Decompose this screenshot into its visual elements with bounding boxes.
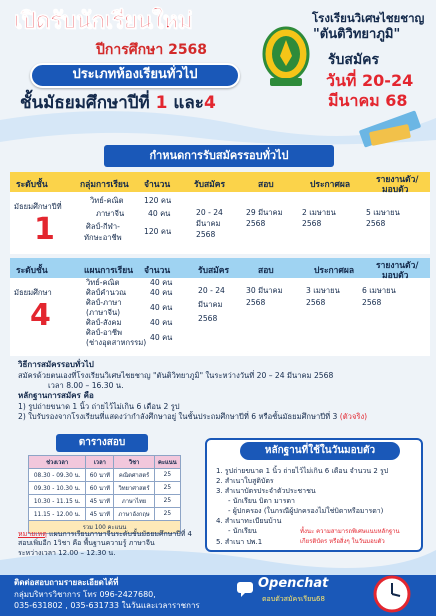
chat-icon: [236, 580, 254, 598]
level-number: 4: [30, 298, 51, 333]
plan-item: ศิลป์-อาชีพ: [86, 328, 123, 337]
apply-date: วันที่ 20-24: [326, 71, 414, 90]
subject-cell: วิทยาศาสตร์: [114, 482, 154, 495]
documents-note: เกียรติบัตร หรือสิ่งๆ ในวันมอบตัว: [300, 538, 385, 545]
document-item: 1. รูปถ่ายขนาด 1 นิ้ว ถ่ายไว้ไม่เกิน 6 เดือน จำนวน 2 รูป: [216, 467, 389, 475]
apply-label: รับสมัคร: [328, 52, 380, 68]
evidence-item: [18, 412, 428, 422]
announce-date-cell: 2568: [306, 298, 326, 307]
grade-heading: [20, 94, 216, 114]
document-item: 4. สำเนาทะเบียนบ้าน: [216, 517, 282, 525]
col-report: รายงานตัว/: [376, 175, 419, 185]
remark: [18, 530, 208, 558]
announce-date-cell: 2 เมษายน: [302, 208, 336, 217]
count-item: 40 คน: [150, 303, 173, 312]
evidence-item: 1) รูปถ่ายขนาด 1 นิ้ว ถ่ายไว้ไม่เกิน 6 เดือน 2 รูป: [18, 402, 180, 412]
apply-method: [18, 360, 428, 423]
col-duration: เวลา: [86, 456, 114, 469]
m1-table: [10, 172, 430, 254]
openchat-name[interactable]: ตอบตัวสมัครเรียน68: [262, 595, 325, 603]
remark-text: ระหว่างเวลา 12.00 – 12.30 น.: [18, 548, 116, 557]
group-item: ภาษาจีน: [96, 209, 125, 218]
exam-date-cell: 2568: [246, 219, 266, 228]
schedule-section-title: กำหนดการรับสมัครรอบทั่วไป: [104, 145, 334, 167]
count-item: 40 คน: [148, 209, 171, 218]
school-logo: [262, 26, 310, 90]
page-title: เปิดรับนักเรียนใหม่: [14, 8, 192, 34]
col-apply: รับสมัคร: [198, 266, 230, 276]
plan-item: (ภาษาจีน): [86, 308, 121, 317]
subject-cell: คณิตศาสตร์: [114, 469, 154, 482]
remark-label: หมายเหตุ: [18, 530, 47, 538]
col-period: ช่วงเวลา: [29, 456, 86, 469]
col-announce: ประกาศผล: [310, 180, 351, 190]
apply-date-cell: 2568: [196, 230, 216, 239]
documents-title: หลักฐานที่ใช้ในวันมอบตัว: [240, 442, 400, 460]
col-apply: รับสมัคร: [194, 180, 226, 190]
col-count: จำนวน: [144, 266, 171, 276]
col-report-2: มอบตัว: [382, 185, 409, 195]
grade-1: 1: [155, 93, 168, 113]
table-row: [29, 469, 181, 482]
document-item: 3. สำเนาบัตรประจำตัวประชาชน: [216, 487, 316, 495]
table-row: [29, 482, 181, 495]
col-exam: สอบ: [258, 266, 274, 276]
level-label: มัธยมศึกษาปีที่: [14, 202, 62, 211]
apply-method-title: วิธีการสมัครรอบทั่วไป: [18, 360, 94, 369]
period-cell: 11.15 - 12.00 น.: [29, 508, 86, 521]
exam-date-cell: 30 มีนาคม: [246, 286, 283, 295]
duration-cell: 45 นาที: [86, 508, 114, 521]
score-cell: 25: [154, 508, 180, 521]
count-item: 40 คน: [150, 318, 173, 327]
evidence-title: หลักฐานการสมัคร คือ: [18, 391, 94, 401]
col-count: จำนวน: [144, 180, 171, 190]
apply-method-line: สมัครด้วยตนเองที่โรงเรียนวิเศษไชยชาญ "ตันติวิทยาภูมิ" ในระหว่างวันที่ 20 – 24 มีนาคม 2568: [18, 370, 334, 380]
exam-date-cell: 2568: [246, 298, 266, 307]
plan-item: ศิลป์คำนวณ: [86, 288, 127, 297]
contact-title: ติดต่อสอบถามรายละเอียดได้ที่: [14, 578, 119, 587]
col-report: รายงานตัว/: [376, 261, 419, 271]
document-item: - ผู้ปกครอง (ในกรณีผู้ปกครองไม่ใช่บิดาหรือมารดา): [228, 507, 384, 515]
clock-icon: [372, 574, 412, 614]
count-item: 120 คน: [144, 227, 172, 236]
duration-cell: 45 นาที: [86, 495, 114, 508]
col-level: ระดับชั้น: [16, 266, 48, 276]
report-date-cell: 5 เมษายน: [366, 208, 400, 217]
col-subject: วิชา: [114, 456, 154, 469]
subject-cell: ภาษาอังกฤษ: [114, 508, 154, 521]
subject-cell: ภาษาไทย: [114, 495, 154, 508]
grade-prefix: ชั้นมัธยมศึกษาปีที่: [20, 93, 156, 113]
evidence-item-text: 2) ใบรับรองจากโรงเรียนที่แสดงว่ากำลังศึกษาอยู่ ในชั้นประถมศึกษาปีที่ 6 หรือชั้นมัธยมศึกษาปีที่ 3: [18, 412, 340, 422]
col-plan: แผนการเรียน: [84, 266, 134, 276]
apply-method-time: เวลา 8.00 – 16.30 น.: [48, 381, 124, 391]
col-announce: ประกาศผล: [314, 266, 355, 276]
group-item: ศิลป์-กีฬา-: [86, 222, 120, 231]
col-score: คะแนน: [154, 456, 180, 469]
group-item: วิทย์-คณิต: [90, 196, 124, 205]
m4-table: [10, 258, 430, 356]
group-item: ทักษะอาชีพ: [84, 233, 122, 242]
count-item: 40 คน: [150, 278, 173, 287]
remark-text: แผนการเรียนภาษาจีนระดับชั้นมัธยมศึกษาปีที่ 4: [46, 530, 193, 538]
plan-item: (ช่างอุตสาหกรรม): [86, 338, 147, 347]
document-item: - นักเรียน: [228, 527, 257, 535]
count-item: 40 คน: [150, 333, 173, 342]
contact-phone: กลุ่มบริหารวิชาการ โทร 096-2427680,: [14, 590, 156, 599]
plan-item: ศิลป์-สังคม: [86, 318, 122, 327]
score-cell: 25: [154, 469, 180, 482]
document-item: 5. สำเนา ปพ.1: [216, 538, 263, 546]
apply-month: มีนาคม 68: [328, 91, 408, 110]
score-cell: 25: [154, 482, 180, 495]
apply-date-cell: 2568: [198, 314, 218, 323]
table-header: [10, 172, 430, 195]
period-cell: 08.30 - 09.30 น.: [29, 469, 86, 482]
total-cell: รวม 100 คะแนน: [29, 521, 181, 534]
apply-date-cell: มีนาคม: [198, 300, 223, 309]
grade-4: 4: [203, 93, 216, 113]
plan-item: ศิลป์-ภาษา: [86, 298, 122, 307]
count-item: 120 คน: [144, 196, 172, 205]
period-cell: 09.30 - 10.30 น.: [29, 482, 86, 495]
exam-date-cell: 29 มีนาคม: [246, 208, 283, 217]
exam-schedule-table: [28, 455, 181, 534]
apply-date-cell: มีนาคม: [196, 219, 221, 228]
apply-date-cell: 20 - 24: [196, 208, 223, 217]
announce-date-cell: 3 เมษายน: [306, 286, 340, 295]
score-cell: 25: [154, 495, 180, 508]
school-subname: "ตันติวิทยาภูมิ": [313, 27, 401, 42]
report-date-cell: 6 เมษายน: [362, 286, 396, 295]
documents-note: ทั้งนะ ความสามารถพิเศษแนบหลักฐาน: [300, 528, 400, 535]
academic-year: ปีการศึกษา 2568: [96, 42, 208, 58]
table-header: [10, 258, 430, 281]
evidence-original-note: (ตัวจริง): [339, 412, 368, 422]
school-name: โรงเรียนวิเศษไชยชาญ: [312, 11, 425, 25]
grade-and: และ: [167, 93, 204, 113]
table-header-row: [29, 456, 181, 469]
table-row: [29, 508, 181, 521]
duration-cell: 60 นาที: [86, 469, 114, 482]
openchat-label[interactable]: Openchat: [258, 576, 329, 591]
report-date-cell: 2568: [362, 298, 382, 307]
level-number: 1: [34, 212, 55, 247]
remark-text: สอบเพิ่มอีก 1วิชา คือ พื้นฐานความรู้ ภาษาจีน: [18, 539, 155, 548]
col-report-2: มอบตัว: [382, 271, 409, 281]
col-exam: สอบ: [258, 180, 274, 190]
report-date-cell: 2568: [366, 219, 386, 228]
exam-schedule-title: ตารางสอบ: [56, 434, 148, 452]
document-item: - นักเรียน บิดา มารดา: [228, 497, 295, 505]
contact-hours: 035-631802 , 035-631733 ในวันและเวลาราชการ: [14, 601, 200, 610]
level-label: มัธยมศึกษา: [14, 288, 52, 297]
duration-cell: 60 นาที: [86, 482, 114, 495]
col-level: ระดับชั้น: [16, 180, 48, 190]
document-item: 2. สำเนาใบสูติบัตร: [216, 477, 274, 485]
table-row: [29, 495, 181, 508]
announce-date-cell: 2568: [302, 219, 322, 228]
count-item: 40 คน: [150, 288, 173, 297]
class-type-badge: ประเภทห้องเรียนทั่วไป: [30, 63, 240, 88]
plan-item: วิทย์-คณิต: [86, 278, 120, 287]
apply-date-cell: 20 - 24: [198, 286, 225, 295]
col-group: กลุ่มการเรียน: [80, 180, 129, 190]
period-cell: 10.30 - 11.15 น.: [29, 495, 86, 508]
